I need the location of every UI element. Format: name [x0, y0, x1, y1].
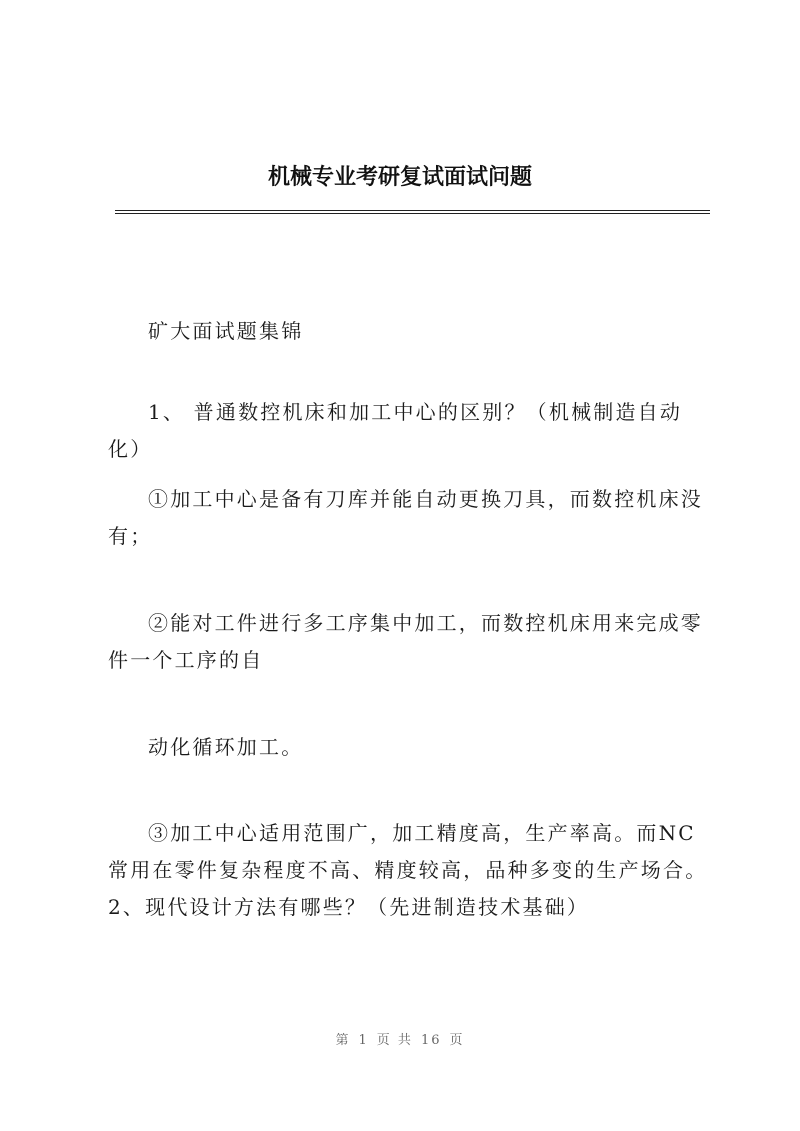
- paragraph-question-1: 1、 普通数控机床和加工中心的区别？（机械制造自动化）: [108, 400, 683, 461]
- title-divider: [115, 210, 710, 214]
- paragraph-answer-point-2: ②能对工件进行多工序集中加工，而数控机床用来完成零件一个工序的自: [108, 611, 703, 672]
- paragraph-answer-point-2-continued: 动化循环加工。: [148, 735, 304, 759]
- footer-prefix: 第: [335, 1033, 351, 1048]
- page-footer: [0, 1032, 800, 1050]
- paragraph-answer-point-1: ①加工中心是备有刀库并能自动更换刀具，而数控机床没有；: [108, 487, 703, 548]
- footer-middle: 页 共: [376, 1033, 413, 1048]
- paragraph-answer-point-3: ③加工中心适用范围广，加工精度高，生产率高。而NC常用在零件复杂程度不高、精度较高，品种多变的生产场合。 2、现代设计方法有哪些？（先进制造技术基础）: [108, 821, 708, 919]
- document-title: 机械专业考研复试面试问题: [267, 165, 532, 190]
- footer-total-pages: 16: [420, 1033, 442, 1048]
- paragraph-section-heading: 矿大面试题集锦: [148, 319, 304, 343]
- footer-page-number: 1: [358, 1033, 369, 1048]
- footer-suffix: 页: [449, 1033, 465, 1048]
